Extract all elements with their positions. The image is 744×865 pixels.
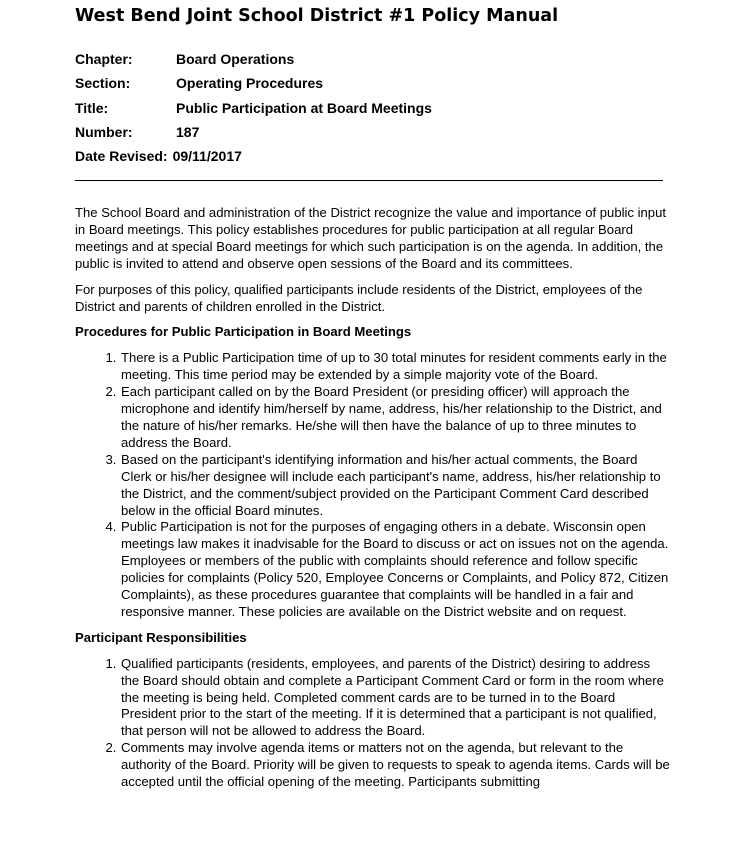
meta-label: Section: xyxy=(75,75,131,92)
document-title: West Bend Joint School District #1 Policy Manual xyxy=(75,6,559,26)
meta-value: Board Operations xyxy=(176,51,295,67)
policy-body xyxy=(75,205,670,800)
list-item: 1. Qualified participants (residents, employees, and parents of the District) desiring to address the Board should obtain and complete a Participant Comment Card or form in the room where the meeting is being held. Completed comment cards are to be turned in to the Board President prior to the start of the meeting. If it is determined that a participant is not qualified, that person will not be allowed to address the Board. xyxy=(120,656,670,741)
meta-value: 187 xyxy=(176,123,200,140)
meta-value: 09/11/2017 xyxy=(172,148,242,164)
policy-metadata xyxy=(75,49,432,170)
meta-row-number xyxy=(75,122,432,146)
procedures-list xyxy=(75,350,670,621)
meta-value: Operating Procedures xyxy=(176,75,324,92)
header-divider xyxy=(75,180,663,181)
responsibilities-list xyxy=(75,656,670,791)
list-item: 2. Each participant called on by the Board President (or presiding officer) will approach the microphone and identify him/herself by name, address, his/her relationship to the District, and the nature of his/her remarks. He/she will then have the balance of up to three minutes to address the Board. xyxy=(120,384,670,452)
meta-label: Date Revised: xyxy=(75,148,168,164)
list-item: 3. Based on the participant's identifying information and his/her actual comments, the Board Clerk or his/her designee will include each participant's name, address, his/her relationship to the District, and the comment/subject provided on the Participant Comment Card described below in the official Board minutes. xyxy=(120,452,670,520)
meta-label: Number: xyxy=(75,123,133,140)
section-heading: Procedures for Public Participation in Board Meetings xyxy=(75,324,412,340)
meta-label: Title: xyxy=(75,99,109,116)
list-item: 1. There is a Public Participation time of up to 30 total minutes for resident comments early in the meeting. This time period may be extended by a simple majority vote of the Board. xyxy=(120,350,670,384)
section-heading: Participant Responsibilities xyxy=(75,629,247,645)
meta-label: Chapter: xyxy=(75,51,133,67)
meta-value: Public Participation at Board Meetings xyxy=(176,99,432,116)
meta-row-section xyxy=(75,73,432,97)
list-item: 4. Public Participation is not for the purposes of engaging others in a debate. Wisconsin open meetings law makes it inadvisable for the Board to discuss or act on issues not on the agenda. Employees or members of the public with complaints should reference and follow specific policies for complaints (Policy 520, Employee Concerns or Complaints, and Policy 872, Citizen Complaints), as these procedures guarantee that complaints will be handled in a fair and responsive manner. These policies are available on the District website and on request. xyxy=(120,519,670,620)
meta-row-title xyxy=(75,98,432,122)
meta-row-date-revised xyxy=(75,146,432,170)
intro-paragraph: The School Board and administration of the District recognize the value and importance of public input in Board meetings. This policy establishes procedures for public participation at all regular Board meetings and at special Board meetings for which such participation is on the agenda. In addition, the public is invited to attend and observe open sessions of the Board and its committees. xyxy=(75,205,667,271)
list-item: 2. Comments may involve agenda items or matters not on the agenda, but relevant to the authority of the Board. Priority will be given to requests to speak to agenda items. Cards will be accepted until the official opening of the meeting. Participants submitting xyxy=(120,740,670,791)
meta-row-chapter xyxy=(75,49,432,73)
intro-paragraph: For purposes of this policy, qualified participants include residents of the District, employees of the District and parents of children enrolled in the District. xyxy=(75,281,643,314)
